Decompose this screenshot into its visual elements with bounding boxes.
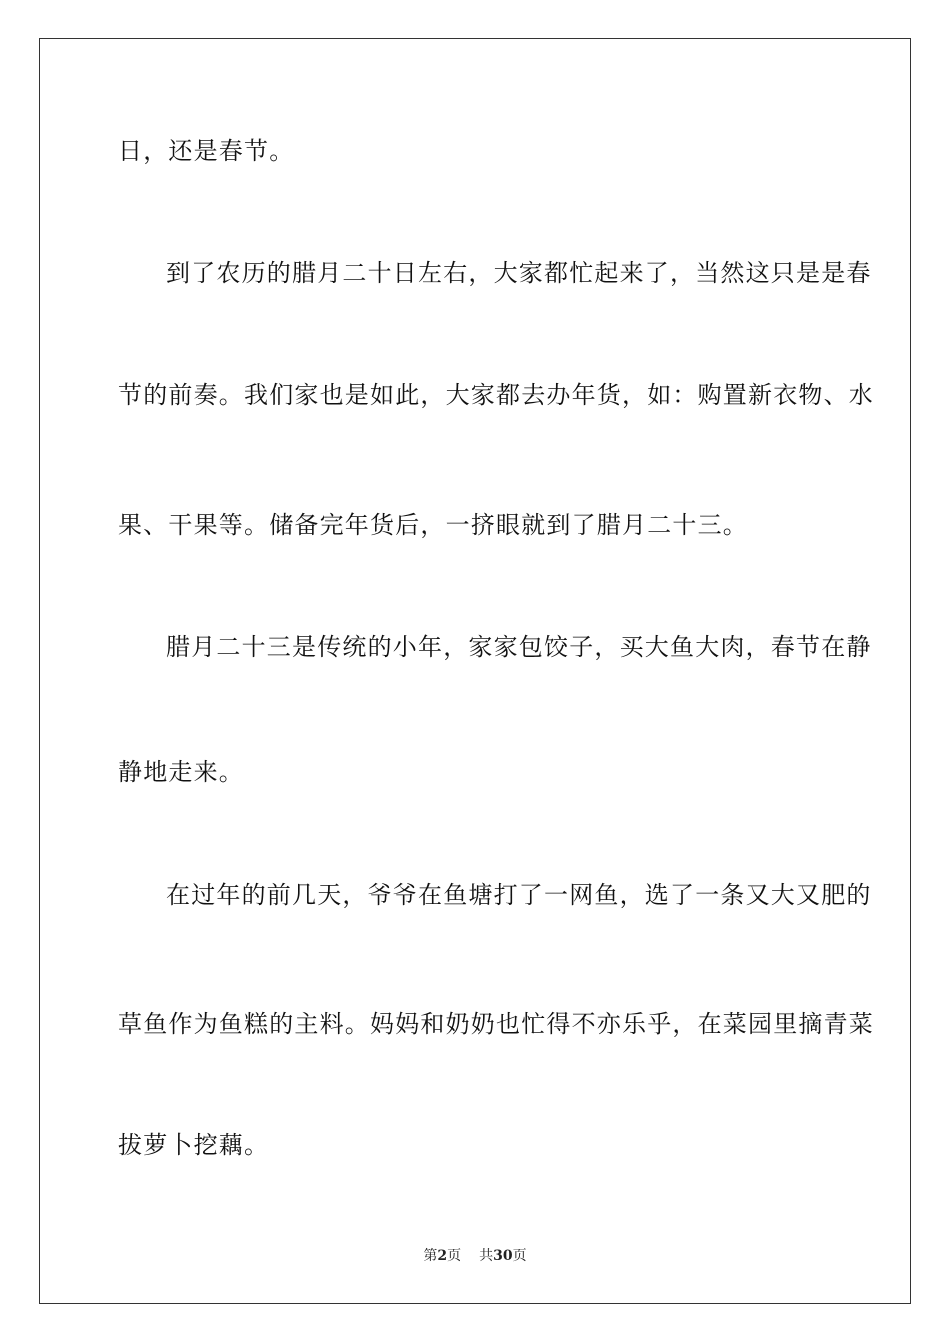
total-page-number: 30 bbox=[493, 1248, 513, 1264]
page-suffix: 页 bbox=[447, 1248, 462, 1264]
total-suffix: 页 bbox=[512, 1248, 527, 1264]
text-line-8: 草鱼作为鱼糕的主料。妈妈和奶奶也忙得不亦乐乎，在菜园里摘青菜 bbox=[118, 1010, 874, 1038]
page-footer bbox=[0, 1246, 950, 1266]
text-line-6: 静地走来。 bbox=[118, 758, 244, 786]
current-page-number: 2 bbox=[437, 1248, 448, 1264]
page-prefix: 第 bbox=[423, 1248, 438, 1264]
total-prefix: 共 bbox=[479, 1248, 494, 1264]
text-line-9: 拔萝卜挖藕。 bbox=[118, 1131, 270, 1159]
text-line-7: 在过年的前几天，爷爷在鱼塘打了一网鱼，选了一条又大又肥的 bbox=[166, 881, 872, 909]
text-line-3: 节的前奏。我们家也是如此，大家都去办年货，如：购置新衣物、水 bbox=[118, 381, 874, 409]
text-line-5: 腊月二十三是传统的小年，家家包饺子，买大鱼大肉，春节在静 bbox=[166, 633, 872, 661]
text-line-1: 日，还是春节。 bbox=[118, 137, 295, 165]
text-line-4: 果、干果等。储备完年货后，一挤眼就到了腊月二十三。 bbox=[118, 511, 748, 539]
page-frame bbox=[39, 38, 911, 1304]
text-line-2: 到了农历的腊月二十日左右，大家都忙起来了，当然这只是是春 bbox=[166, 259, 872, 287]
